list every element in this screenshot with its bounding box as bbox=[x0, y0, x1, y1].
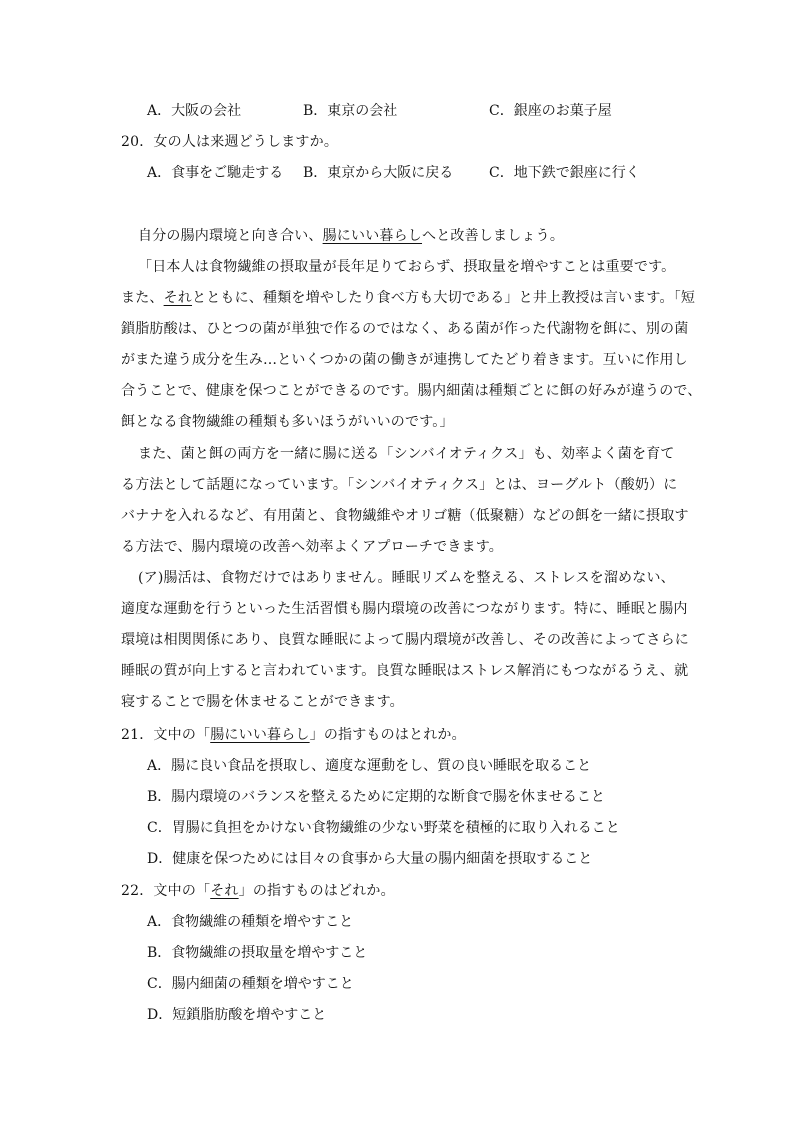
passage-line: (ア)腸活は、食物だけではありません。睡眠リズムを整える、ストレスを溜めない、 bbox=[138, 570, 675, 586]
passage-line: がまた違う成分を生み…といくつかの菌の働きが連携してたどり着きます。互いに作用し bbox=[121, 352, 688, 368]
passage-line: 睡眠の質が向上すると言われています。良質な睡眠はストレス解消にもつながるうえ、就 bbox=[121, 663, 689, 679]
passage-line: 合うことで、健康を保つことができるのです。腸内細菌は種類ごとに餌の好みが違うので、 bbox=[121, 383, 702, 399]
q19-option-a: A．大阪の会社 bbox=[147, 103, 242, 119]
passage-line: また、それとともに、種類を増やしたり食べ方も大切である」と井上教授は言います。「短 bbox=[121, 290, 696, 306]
passage-line: バナナを入れるなど、有用菌と、食物繊維やオリゴ糖（低聚糖）などの餌を一緒に摂取す bbox=[121, 508, 689, 524]
passage-line: また、菌と餌の両方を一緒に腸に送る「シンバイオティクス」も、効率よく菌を育て bbox=[138, 446, 675, 462]
q19-option-b: B．東京の会社 bbox=[303, 103, 398, 119]
q22-option-b: B．食物繊維の摂取量を増やすこと bbox=[147, 945, 368, 961]
q20-option-b: B．東京から大阪に戻る bbox=[303, 165, 454, 181]
q20-question: 20．女の人は来週どうしますか。 bbox=[121, 134, 339, 150]
q21-question: 21．文中の「腸にいい暮らし」の指すものはとれか。 bbox=[121, 727, 466, 743]
q22-question: 22．文中の「それ」の指すものはどれか。 bbox=[121, 883, 395, 899]
q20-option-c: C．地下鉄で銀座に行く bbox=[489, 165, 640, 181]
q19-option-c: C．銀座のお菓子屋 bbox=[489, 103, 612, 119]
q21-option-d: D．健康を保つためには目々の食事から大量の腸内細菌を摂取すること bbox=[147, 851, 593, 867]
passage-line: 寝することで腸を休ませることができます。 bbox=[121, 694, 404, 710]
q20-option-a: A．食事をご馳走する bbox=[147, 165, 284, 181]
underlined-word: それ bbox=[210, 883, 239, 899]
passage-line: 鎖脂肪酸は、ひとつの菌が単独で作るのではなく、ある菌が作った代謝物を餌に、別の菌 bbox=[121, 321, 689, 337]
passage-line: る方法として話題になっています。「シンバイオティクス」とは、ヨーグルト（酸奶）に bbox=[121, 477, 678, 493]
underlined-phrase: 腸にいい暮らし bbox=[322, 228, 423, 244]
passage-line: 環境は相関関係にあり、良質な睡眠によって腸内環境が改善し、その改善によってさらに bbox=[121, 632, 689, 648]
underlined-phrase: 腸にいい暮らし bbox=[210, 727, 310, 743]
q22-option-c: C．腸内細菌の種類を増やすこと bbox=[147, 976, 354, 992]
q21-option-b: B．腸内環境のバランスを整えるために定期的な断食で腸を休ませること bbox=[147, 789, 605, 805]
passage-line: る方法で、腸内環境の改善へ効率よくアプローチできます。 bbox=[121, 539, 503, 555]
passage-line: 自分の腸内環境と向き合い、腸にいい暮らしへと改善しましょう。 bbox=[138, 228, 565, 244]
passage-line: 適度な運動を行うといった生活習慣も腸内環境の改善につながります。特に、睡眠と腸内 bbox=[121, 601, 688, 617]
underlined-word: それ bbox=[163, 290, 193, 306]
q22-option-a: A．食物繊維の種類を増やすこと bbox=[147, 914, 354, 930]
passage-line: 「日本人は食物繊維の摂取量が長年足りておらず、摂取量を増やすことは重要です。 bbox=[138, 259, 676, 275]
passage-line: 餌となる食物繊維の種類も多いほうがいいのです。」 bbox=[121, 414, 454, 430]
q21-option-c: C．胃腸に負担をかけない食物繊維の少ない野菜を積極的に取り入れること bbox=[147, 820, 620, 836]
q21-option-a: A．腸に良い食品を摂取し、適度な運動をし、質の良い睡眠を取ること bbox=[147, 758, 592, 774]
q22-option-d: D．短鎖脂肪酸を増やすこと bbox=[147, 1007, 327, 1023]
